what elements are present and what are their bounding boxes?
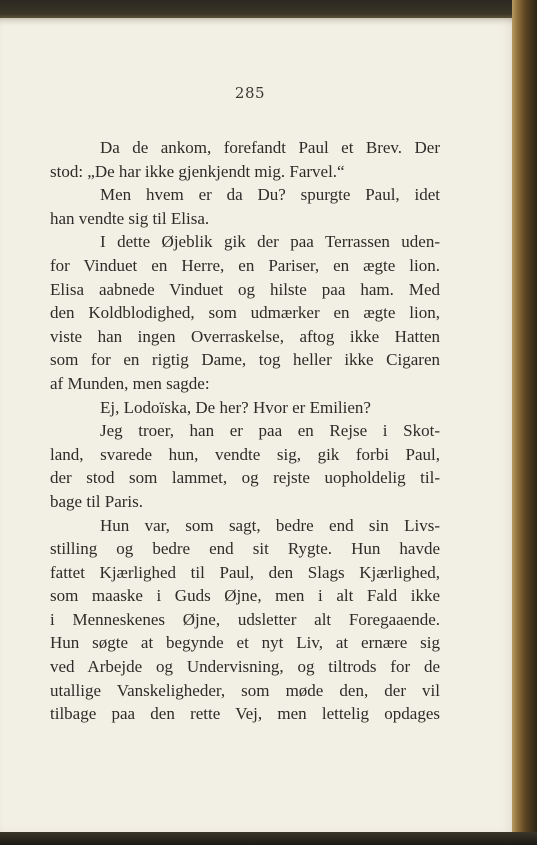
text-line: stod: „De har ikke gjenkjendt mig. Farvel.“ xyxy=(50,161,345,181)
text-line: fattet Kjærlighed til Paul, den Slags Kjærlighed, xyxy=(50,562,440,582)
text-line: som maaske i Guds Øjne, men i alt Fald ikke xyxy=(50,586,440,606)
text-line: land, svarede hun, vendte sig, gik forbi Paul, xyxy=(50,444,440,464)
body-text xyxy=(50,136,440,726)
book-page xyxy=(0,18,518,834)
text-line: Hun søgte at begynde et nyt Liv, at ernære sig xyxy=(50,633,440,653)
text-line: bage til Paris. xyxy=(50,491,144,511)
text-line: Jeg troer, han er paa en Rejse i Skot- xyxy=(100,421,440,441)
text-line: for Vinduet en Herre, en Pariser, en ægte lion. xyxy=(50,255,440,275)
text-line: i Menneskenes Øjne, udsletter alt Foregaaende. xyxy=(50,609,440,629)
text-line: I dette Øjeblik gik der paa Terrassen uden- xyxy=(100,232,440,252)
page-number: 285 xyxy=(234,84,266,102)
text-line: Hun var, som sagt, bedre end sin Livs- xyxy=(100,515,440,535)
text-line: som for en rigtig Dame, tog heller ikke Cigaren xyxy=(50,350,440,370)
page-bottom-edge xyxy=(0,832,537,845)
text-line: Ej, Lodoïska, De her? Hvor er Emilien? xyxy=(100,397,371,417)
text-line: ved Arbejde og Undervisning, og tiltrods for de xyxy=(50,657,440,677)
text-line: Elisa aabnede Vinduet og hilste paa ham. Med xyxy=(50,279,440,299)
text-line: af Munden, men sagde: xyxy=(50,373,210,393)
text-line: Da de ankom, forefandt Paul et Brev. Der xyxy=(100,138,440,157)
text-line: utallige Vanskeligheder, som møde den, der vil xyxy=(50,680,440,700)
text-line: stilling og bedre end sit Rygte. Hun havde xyxy=(50,539,440,559)
text-line: der stod som lammet, og rejste uopholdelig til- xyxy=(50,468,440,488)
text-line: viste han ingen Overraskelse, aftog ikke Hatten xyxy=(50,326,440,346)
text-line: den Koldblodighed, som udmærker en ægte lion, xyxy=(50,303,440,323)
text-line: han vendte sig til Elisa. xyxy=(50,208,210,228)
page-top-edge xyxy=(0,0,537,20)
text-line: tilbage paa den rette Vej, men lettelig opdages xyxy=(50,704,440,724)
text-line: Men hvem er da Du? spurgte Paul, idet xyxy=(100,185,440,205)
book-spine-edge xyxy=(512,0,537,845)
